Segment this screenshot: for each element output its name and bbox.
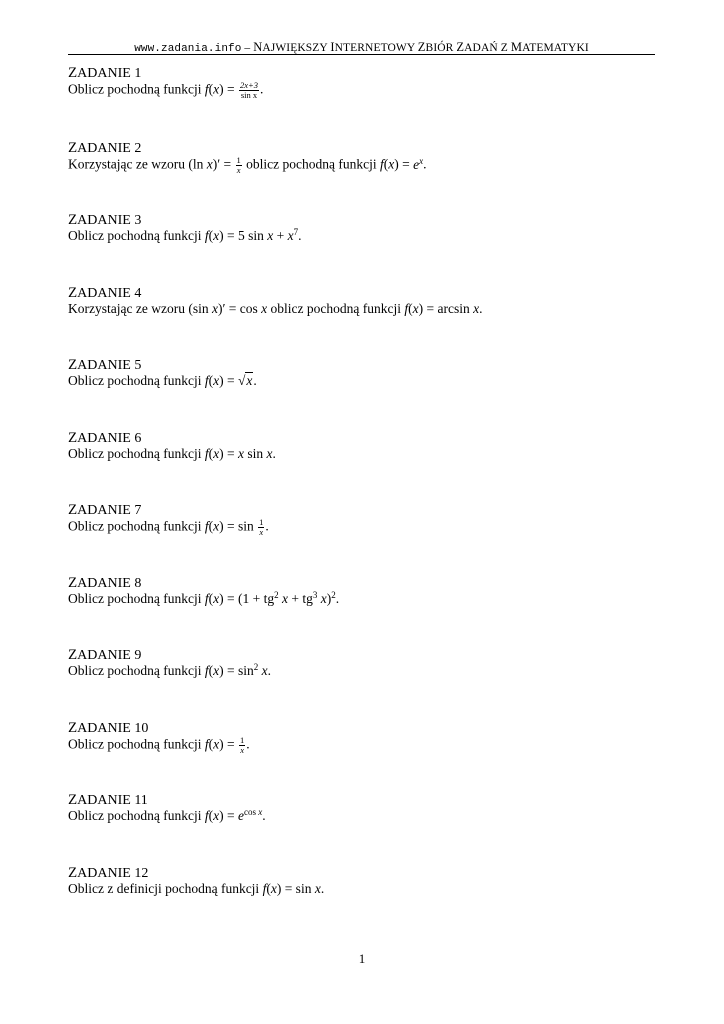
task-number: 6 — [134, 431, 142, 446]
task-prefix-letter: Z — [68, 792, 78, 808]
fraction-denominator: sin x — [240, 90, 258, 100]
task-1 — [68, 65, 658, 100]
task-prefix-word: ADANIE — [77, 286, 131, 301]
task-title — [68, 865, 658, 881]
task-number: 4 — [134, 286, 142, 301]
task-text: Oblicz pochodną funkcji $f(x) = \sin^2 x$. — [68, 662, 271, 678]
task-number: 9 — [134, 648, 142, 663]
task-prefix-letter: Z — [68, 140, 78, 156]
task-prefix-letter: Z — [68, 430, 78, 446]
task-text: Oblicz pochodną funkcji f(x) = sin $\frac{1}{x}$ . — [68, 517, 269, 537]
header-title-part: ATEMATYKI — [522, 42, 589, 54]
task-5 — [68, 357, 658, 389]
task-prefix-letter: Z — [68, 720, 78, 736]
task-title — [68, 140, 658, 156]
task-3 — [68, 212, 658, 244]
task-intro: Oblicz pochodną funkcji — [68, 373, 202, 388]
task-text: Oblicz pochodną funkcji f(x) = $\frac{2x+3}{\text{sin x}}$ . — [68, 80, 264, 100]
task-prefix-word: ADANIE — [77, 648, 131, 663]
task-intro: Korzystając ze wzoru — [68, 156, 185, 172]
task-text: Korzystając ze wzoru (sin x)′ = cos x oblicz pochodną funkcji f(x) = arcsin x. — [68, 301, 483, 316]
task-intro: Oblicz pochodną funkcji — [68, 446, 202, 461]
task-text: Oblicz pochodną funkcji f(x) = √x. — [68, 373, 257, 388]
header-title-part: ADAŃ Z — [464, 42, 511, 54]
task-intro: Oblicz pochodną funkcji — [68, 518, 202, 534]
task-text: Korzystając ze wzoru (ln x)′ = $\frac{1}{x}$ oblicz pochodną funkcji $f(x) = e^x$. — [68, 155, 427, 175]
task-intro: Oblicz pochodną funkcji — [68, 228, 202, 243]
task-prefix-letter: Z — [68, 65, 78, 81]
task-prefix-letter: Z — [68, 865, 78, 881]
task-4 — [68, 285, 658, 317]
task-intro: Oblicz pochodną funkcji — [68, 663, 202, 678]
task-prefix-letter: Z — [68, 647, 78, 663]
header-title-letter: N — [253, 40, 263, 54]
header-separator: – — [241, 42, 254, 54]
task-number: 7 — [134, 503, 142, 518]
fraction: $\frac{1}{x}$ — [259, 517, 264, 537]
task-text: Oblicz pochodną funkcji f(x) = x sin x. — [68, 446, 276, 461]
task-number: 11 — [134, 793, 148, 808]
fraction: $\frac{1}{x}$ — [236, 155, 241, 175]
task-title — [68, 212, 658, 228]
task-prefix-word: ADANIE — [77, 358, 131, 373]
task-12 — [68, 865, 658, 897]
task-title — [68, 285, 658, 301]
task-text: Oblicz pochodną funkcji f(x) = $\frac{1}{x}$ . — [68, 735, 250, 755]
task-intro: Oblicz z definicji pochodną funkcji — [68, 881, 260, 896]
task-number: 3 — [134, 213, 142, 228]
task-intro: Korzystając ze wzoru — [68, 301, 185, 316]
task-number: 5 — [134, 358, 142, 373]
task-11 — [68, 792, 658, 824]
task-title — [68, 647, 658, 663]
task-7 — [68, 502, 658, 537]
task-title — [68, 430, 658, 446]
task-9 — [68, 647, 658, 679]
task-prefix-word: ADANIE — [77, 503, 131, 518]
task-prefix-word: ADANIE — [77, 866, 131, 881]
task-8 — [68, 575, 658, 607]
task-prefix-letter: Z — [68, 502, 78, 518]
task-prefix-word: ADANIE — [77, 576, 131, 591]
task-prefix-word: ADANIE — [77, 721, 131, 736]
task-number: 8 — [134, 576, 142, 591]
task-intro: Oblicz pochodną funkcji — [68, 81, 202, 97]
task-prefix-letter: Z — [68, 285, 78, 301]
task-prefix-word: ADANIE — [77, 793, 131, 808]
task-10 — [68, 720, 658, 755]
task-prefix-letter: Z — [68, 357, 78, 373]
task-title — [68, 720, 658, 736]
header-title-letter: I — [330, 40, 335, 54]
header-title-letter: M — [510, 40, 523, 54]
page-header — [68, 40, 655, 55]
task-number: 12 — [134, 866, 149, 881]
header-title-letter: Z — [417, 40, 426, 54]
task-title — [68, 502, 658, 518]
task-prefix-word: ADANIE — [77, 141, 131, 156]
task-2 — [68, 140, 658, 175]
task-number: 2 — [134, 141, 142, 156]
task-prefix-letter: Z — [68, 575, 78, 591]
header-title-letter: Z — [456, 40, 465, 54]
header-title-part: AJWIĘKSZY — [262, 42, 331, 54]
task-text: Oblicz pochodną funkcji f(x) = 5 $\sin x + x^7$. — [68, 227, 302, 243]
task-intro-cont: oblicz pochodną funkcji — [270, 301, 401, 316]
task-number: 1 — [134, 66, 142, 81]
task-title — [68, 575, 658, 591]
task-6 — [68, 430, 658, 462]
task-prefix-letter: Z — [68, 212, 78, 228]
fraction: $\frac{1}{x}$ — [239, 735, 245, 755]
task-text: Oblicz pochodną funkcji $f(x) = (1 + tg^2$ $x + tg^3$ x)$^2$. — [68, 590, 340, 606]
task-intro: Oblicz pochodną funkcji — [68, 736, 202, 752]
header-title-part: BIÓR — [425, 42, 457, 54]
site-url[interactable]: www.zadania.info — [134, 43, 242, 55]
page-number: 1 — [358, 951, 366, 966]
task-title — [68, 792, 658, 808]
task-intro-cont: oblicz pochodną funkcji — [246, 156, 377, 172]
task-number: 10 — [134, 721, 149, 736]
fraction — [239, 81, 259, 100]
header-title-part: NTERNETOWY — [334, 42, 418, 54]
task-text: Oblicz z definicji pochodną funkcji f(x) = sin x. — [68, 881, 325, 896]
task-intro: Oblicz pochodną funkcji — [68, 591, 202, 606]
task-prefix-word: ADANIE — [77, 213, 131, 228]
header-divider — [68, 54, 655, 55]
task-text: Oblicz pochodną funkcji $f(x) = e^{cos x}$. — [68, 807, 266, 823]
task-prefix-word: ADANIE — [77, 431, 131, 446]
task-intro: Oblicz pochodną funkcji — [68, 808, 202, 823]
fraction-numerator: 2x+3 — [239, 80, 258, 90]
task-title — [68, 65, 658, 81]
task-prefix-word: ADANIE — [77, 66, 131, 81]
task-title — [68, 357, 658, 373]
square-root: √x — [237, 373, 253, 388]
